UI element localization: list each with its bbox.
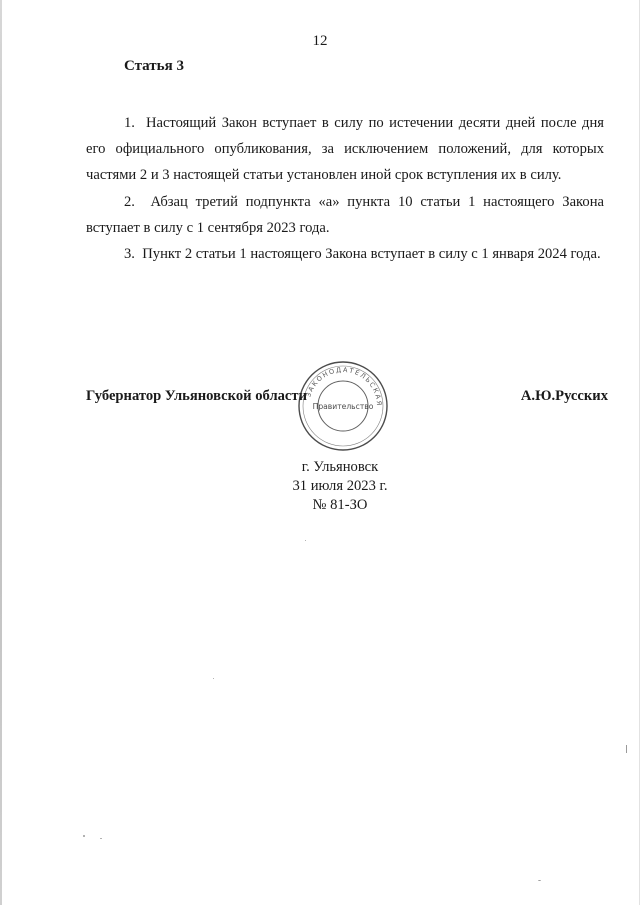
scan-speck [83, 835, 85, 837]
paragraph-1 [86, 110, 604, 189]
paragraph-text: Абзац третий подпункта «а» пункта 10 статьи 1 настоящего Закона вступает в силу с 1 сентября 2023 года. [86, 193, 604, 236]
paragraph-3 [86, 241, 604, 267]
law-number: № 81-ЗО [312, 497, 368, 513]
page-number: 12 [312, 33, 328, 49]
scan-speck [100, 838, 102, 839]
scan-speck [626, 745, 627, 753]
official-seal-stamp [297, 360, 389, 452]
seal-ring-text: ЗАКОНОДАТЕЛЬСКАЯ [304, 365, 384, 408]
article-body [86, 110, 604, 267]
article-title: Статья 3 [124, 58, 184, 74]
scan-speck [213, 678, 214, 679]
place-date-block [0, 458, 640, 515]
paragraph-2 [86, 189, 604, 241]
scan-edge [0, 0, 2, 905]
paragraph-text: Настоящий Закон вступает в силу по истечении десяти дней после дня его официального опубликования, за исключением положений, для которых частями 2 и 3 настоящей статьи установлен иной срок вступления их в силу. [86, 115, 604, 184]
paragraph-number: 2. [124, 193, 135, 210]
paragraph-number: 1. [124, 115, 135, 131]
paragraph-number: 3. [124, 246, 135, 263]
signatory-title: Губернатор Ульяновской области [86, 388, 307, 404]
signatory-name: А.Ю.Русских [520, 388, 608, 404]
paragraph-text: Пункт 2 статьи 1 настоящего Закона вступает в силу с 1 января 2024 года. [142, 246, 601, 263]
city: г. Ульяновск [301, 459, 379, 475]
scan-speck [305, 540, 306, 541]
signing-date: 31 июля 2023 г. [292, 478, 388, 494]
scan-speck [538, 880, 541, 881]
seal-center-text: Правительство [312, 402, 374, 411]
